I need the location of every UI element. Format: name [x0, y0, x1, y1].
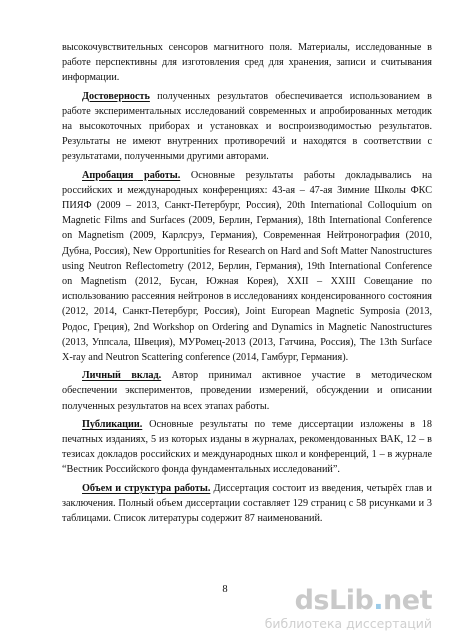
- paragraph-publications: [62, 417, 432, 478]
- heading-structure: Объем и структура работы.: [82, 482, 211, 494]
- paragraph-approbation: [62, 168, 432, 366]
- paragraph-reliability: [62, 89, 432, 165]
- watermark-logo-dot: .: [373, 585, 384, 616]
- heading-reliability: Достоверность: [82, 90, 150, 102]
- document-body: [62, 40, 432, 526]
- heading-approbation: Апробация работы.: [82, 169, 181, 181]
- watermark-subtitle: библиотека диссертаций: [264, 616, 432, 631]
- paragraph-materials: высокочувствительных сенсоров магнитного поля. Материалы, исследованные в работе перспективны для изготовления сред для хранения, записи и считывания информации.: [62, 42, 432, 84]
- text-reliability: полученных результатов обеспечивается использованием в работе экспериментальных исследований современных и апробированных методик на высокоточных приборах и установках и воспроизводимостью результатов. Результаты не имеют внутренних противоречий и находятся в соответствии с результатами, полученными другими авторами.: [62, 90, 432, 163]
- heading-publications: Публикации.: [82, 418, 143, 430]
- text-approbation: Основные результаты работы докладывались на российских и международных конференциях: 43-ая – 47-ая Зимние Школы ФКС ПИЯФ (2009 – 2013, Санкт-Петербург, Россия), 20th International Colloquium on Magnetic Films and Surfaces (2009, Берлин, Германия), 18th International Conference on Magnetism (2009, Карлсруэ, Германия), Современная Нейтронография (2010, Дубна, Россия), New Opportunities for Research on Hard and Soft Matter Nanostructures using Neutron Reflectometry (2012, Берлин, Германия), 19th International Conference on Magnetism (2012, Бусан, Южная Корея), XXII – XXIII Совещание по использованию рассеяния нейтронов в исследованиях конденсированного состояния (2012, 2014, Санкт-Петербург, Россия), Joint European Magnetic Symposia (2013, Родос, Греция), 2nd Workshop on Ordering and Dynamics in Magnetic Nanostructures (2013, Уппсала, Швеция), МУРомец-2013 (2013, Гатчина, Россия), The 13th Surface X-ray and Neutron Scattering conference (2014, Гамбург, Германия).: [62, 169, 433, 364]
- page-number: 8: [222, 584, 228, 595]
- watermark-logo-end: net: [383, 585, 432, 616]
- text-structure: Диссертация состоит из введения, четырёх глав и заключения. Полный объем диссертации составляет 129 страниц с 58 рисунками и 3 таблицами. Список литературы содержит 87 наименований.: [62, 482, 432, 525]
- heading-contribution: Личный вклад.: [82, 370, 162, 382]
- paragraph-contribution: [62, 368, 432, 414]
- text-publications: Основные результаты по теме диссертации изложены в 18 печатных изданиях, 5 из которых изданы в журналах, рекомендованных ВАК, 12 – в тезисах докладов российских и международных школ и конференций, 1 – в журнале “Вестник Российского фонда фундаментальных исследований”.: [62, 418, 432, 476]
- text-contribution: Автор принимал активное участие в методическом обеспечении экспериментов, проведении измерений, обсуждении и описании полученных результатов на всех этапах работы.: [62, 370, 432, 412]
- watermark-logo: [295, 586, 432, 616]
- watermark-logo-main: dsLib: [294, 585, 374, 616]
- dslib-watermark: [226, 586, 436, 630]
- paragraph-structure: [62, 481, 432, 527]
